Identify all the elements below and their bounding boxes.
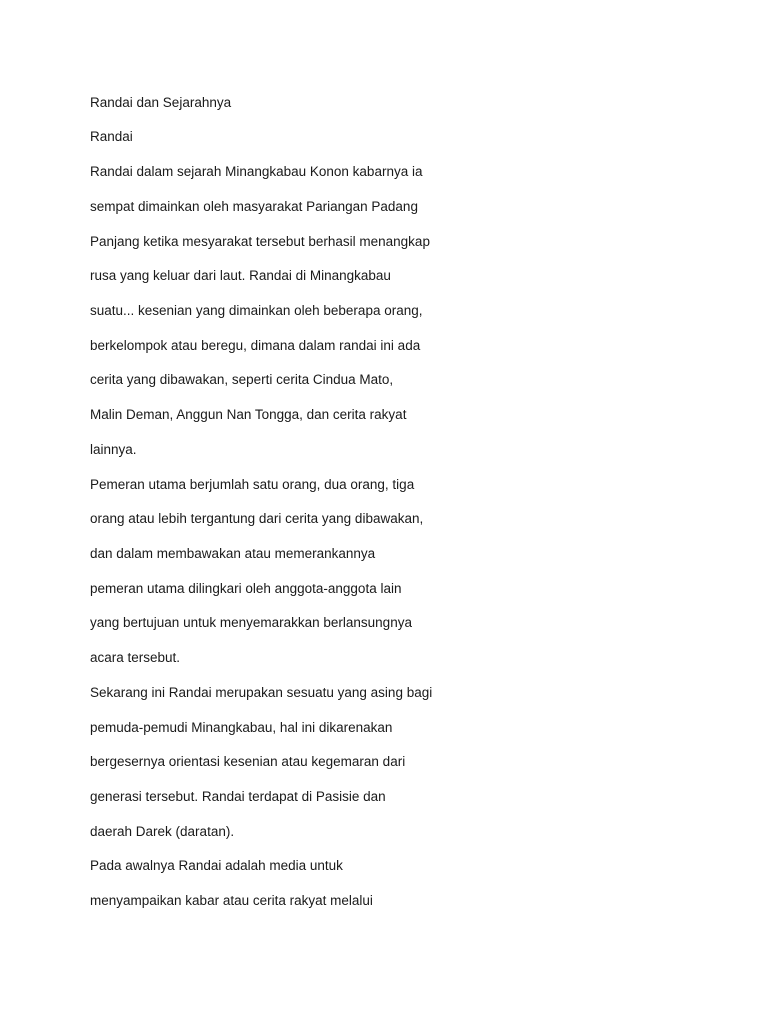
text-line: menyampaikan kabar atau cerita rakyat melalui (90, 893, 373, 908)
text-line: sempat dimainkan oleh masyarakat Pariangan Padang (90, 199, 418, 214)
text-line: pemeran utama dilingkari oleh anggota-anggota lain (90, 581, 402, 596)
text-line: Randai dalam sejarah Minangkabau Konon kabarnya ia (90, 164, 423, 179)
text-line: suatu... kesenian yang dimainkan oleh beberapa orang, (90, 303, 423, 318)
text-line: rusa yang keluar dari laut. Randai di Minangkabau (90, 268, 391, 283)
text-line: dan dalam membawakan atau memerankannya (90, 546, 376, 561)
document-title: Randai dan Sejarahnya (90, 95, 232, 110)
text-line: bergesernya orientasi kesenian atau kegemaran dari (90, 754, 406, 769)
text-line: Sekarang ini Randai merupakan sesuatu yang asing bagi (90, 685, 433, 700)
text-line: Pada awalnya Randai adalah media untuk (90, 858, 343, 873)
text-line: acara tersebut. (90, 650, 181, 665)
text-line: orang atau lebih tergantung dari cerita yang dibawakan, (90, 511, 424, 526)
text-line: daerah Darek (daratan). (90, 824, 235, 839)
section-heading: Randai (90, 129, 133, 144)
text-line: Panjang ketika mesyarakat tersebut berhasil menangkap (90, 234, 430, 249)
text-line: yang bertujuan untuk menyemarakkan berlansungnya (90, 615, 412, 630)
text-line: lainnya. (90, 442, 137, 457)
text-line: pemuda-pemudi Minangkabau, hal ini dikarenakan (90, 720, 393, 735)
text-line: cerita yang dibawakan, seperti cerita Cindua Mato, (90, 372, 394, 387)
text-line: Malin Deman, Anggun Nan Tongga, dan cerita rakyat (90, 407, 407, 422)
text-line: Pemeran utama berjumlah satu orang, dua orang, tiga (90, 477, 415, 492)
text-line: generasi tersebut. Randai terdapat di Pasisie dan (90, 789, 386, 804)
text-line: berkelompok atau beregu, dimana dalam randai ini ada (90, 338, 421, 353)
